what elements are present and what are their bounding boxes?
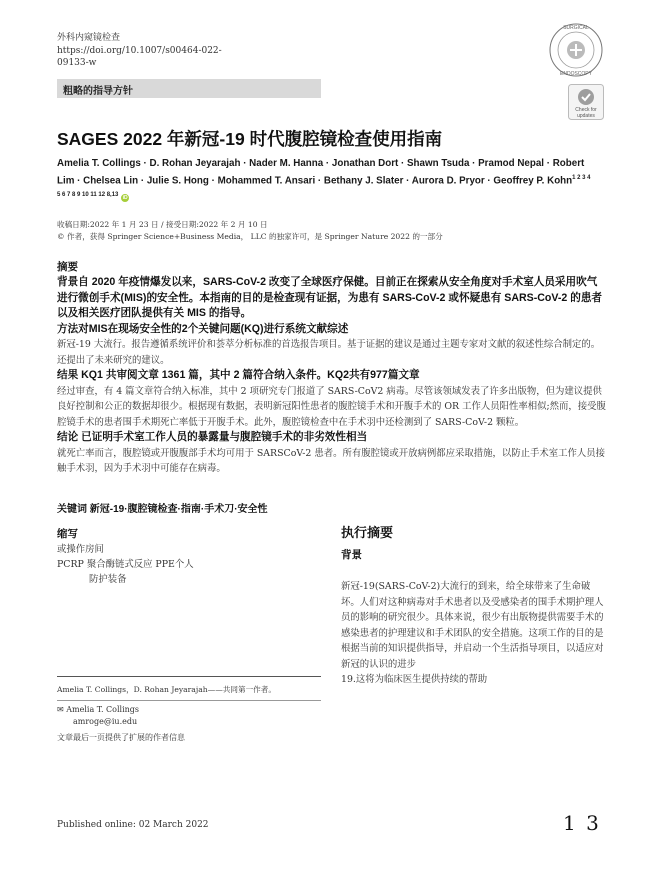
envelope-icon: ✉	[57, 705, 67, 714]
check-for-updates-icon[interactable]	[568, 84, 604, 120]
published-date: Published online: 02 March 2022	[57, 820, 209, 830]
abstract	[57, 260, 607, 477]
logo-bottom-text: ENDOSCOPY	[560, 71, 592, 77]
footnote-divider	[57, 676, 321, 677]
corresponding-name: Amelia T. Collings	[66, 705, 140, 714]
abbreviation-ppe-cont: 防护装备	[89, 574, 127, 585]
received-accepted: 收稿日期:2022 年 1 月 23 日 / 接受日期:2022 年 2 月 10 日	[57, 220, 268, 229]
authors-line-2: Lim · Chelsea Lin · Julie S. Hong · Mohammed T. Ansari · Bethany J. Slater · Aurora D. Pryor · Geoffrey P. Kohn	[57, 175, 573, 187]
corresponding-email[interactable]: amroge@iu.edu	[73, 717, 138, 726]
abstract-background: 背景自 2020 年疫情爆发以来，SARS-CoV-2 改变了全球医疗保健。目前正在探索从安全角度对手术室人员采用吹气进行微创手术(MIS)的安全性。本指南的目的是检查现有证据，为患有 SARS-CoV-2 或怀疑患有 SARS-CoV-2 的患者以及相关医疗团队提供有关 MIS 的指导。	[57, 276, 602, 319]
abstract-conclusion-text: 就死亡率而言，腹腔镜或开腹腹部手术均可用于 SARSCoV-2 患者。所有腹腔镜或开放病例都应采取措施，以防止手术室工作人员接触手术羽，因为手术羽中可能存在病毒。	[57, 447, 605, 474]
authors-line-1: Amelia T. Collings · D. Rohan Jeyarajah · Nader M. Hanna · Jonathan Dort · Shawn Tsuda · Pramod Nepal · Robert	[57, 158, 585, 169]
cofirst-author-note: Amelia T. Collings，D. Rohan Jeyarajah——共同第一作者。	[57, 685, 276, 694]
article-title: SAGES 2022 年新冠-19 时代腹腔镜检查使用指南	[57, 129, 443, 149]
corresponding-author	[57, 704, 185, 744]
background-heading: 背景	[341, 549, 362, 561]
journal-name: 外科内窥镜检查	[57, 33, 121, 43]
doi-link-cont[interactable]: 09133-w	[57, 58, 97, 68]
abbreviation-or: 或操作房间	[57, 544, 104, 555]
footnote-divider-2	[57, 700, 321, 701]
abstract-results-heading: 结果 KQ1 共审阅文章 1361 篇，其中 2 篇符合纳入条件。KQ2共有977篇文章	[57, 369, 420, 381]
abstract-methods-heading: 方法对MIS在现场安全性的2个关键问题(KQ)进行系统文献综述	[57, 322, 349, 335]
orcid-icon[interactable]: iD	[122, 194, 128, 201]
executive-summary-heading: 执行摘要	[341, 525, 394, 540]
copyright: © 作者，获得 Springer Science+Business Media， LLC 的独家许可，是 Springer Nature 2022 的一部分	[57, 232, 443, 241]
abstract-heading: 摘要	[57, 261, 78, 273]
abbreviations-heading: 缩写	[57, 528, 78, 540]
abstract-conclusion-heading: 结论 已证明手术室工作人员的暴露量与腹腔镜手术的非劣效性相当	[57, 431, 368, 443]
abstract-methods-text: 新冠-19 大流行。报告遵循系统评价和荟萃分析标准的首选报告项目。基于证据的建议是通过主题专家对文献的叙述性综合制定的。还提出了未来研究的建议。	[57, 339, 601, 366]
author-list	[57, 157, 607, 206]
background-text: 新冠-19(SARS-CoV-2)大流行的到来，给全球带来了生命破坏。人们对这种病毒对手术患者以及受感染者的围手术期护理人员的影响的研究很少。具体来说，很少有出版物提供需要手术的感染患者的护理建议和手术团队的安全措施。这项工作的目的是根据当前的知识提供指导，并启动一个生活指导项目，以适应对新冠的认识的进步	[341, 581, 604, 670]
springer-page-logo: 1 3	[563, 811, 601, 835]
article-type: 粗略的指导方针	[63, 86, 133, 97]
executive-summary	[341, 524, 607, 688]
extended-author-info: 文章最后一页提供了扩展的作者信息	[57, 733, 185, 742]
doi-link[interactable]: https://doi.org/10.1007/s00464-022-	[57, 45, 222, 56]
journal-header	[57, 32, 222, 70]
keywords: 关键词 新冠-19·腹腔镜检查·指南·手术刀·安全性	[57, 504, 268, 515]
abbreviation-pcr-ppe: PCRP 聚合酶链式反应 PPE个人	[57, 559, 194, 570]
society-logo-icon	[548, 22, 604, 78]
background-text-cont: 19.这将为临床医生提供持续的帮助	[341, 674, 488, 685]
author-affil-sup-cont: 5 6 7 8 9 10 11 12 8,13	[57, 192, 119, 199]
author-affil-sup: 1 2 3 4	[572, 175, 591, 181]
check-badge-line2: updates	[577, 113, 595, 119]
logo-top-text: SURGICAL	[563, 25, 589, 31]
abstract-results-text: 经过审查，有 4 篇文章符合纳入标准，其中 2 项研究专门报道了 SARS-CoV2 病毒。尽管该领域发表了许多出版物，但为建议提供良好控制和公正的数据却很少。根据现有数据，表明新冠阳性患者的腹腔镜手术和开腹手术的 OR 工作人员阳性率相似;然而，接受腹腔镜手术的患者围手术期死亡率低于开腹手术。此外，腹腔镜检查中在手术羽中还检测到了 SARS-CoV-2 颗粒。	[57, 385, 606, 428]
article-dates	[57, 219, 443, 243]
check-badge-line1: Check for	[575, 107, 597, 113]
article-type-band	[57, 79, 321, 98]
abbreviations	[57, 527, 319, 587]
